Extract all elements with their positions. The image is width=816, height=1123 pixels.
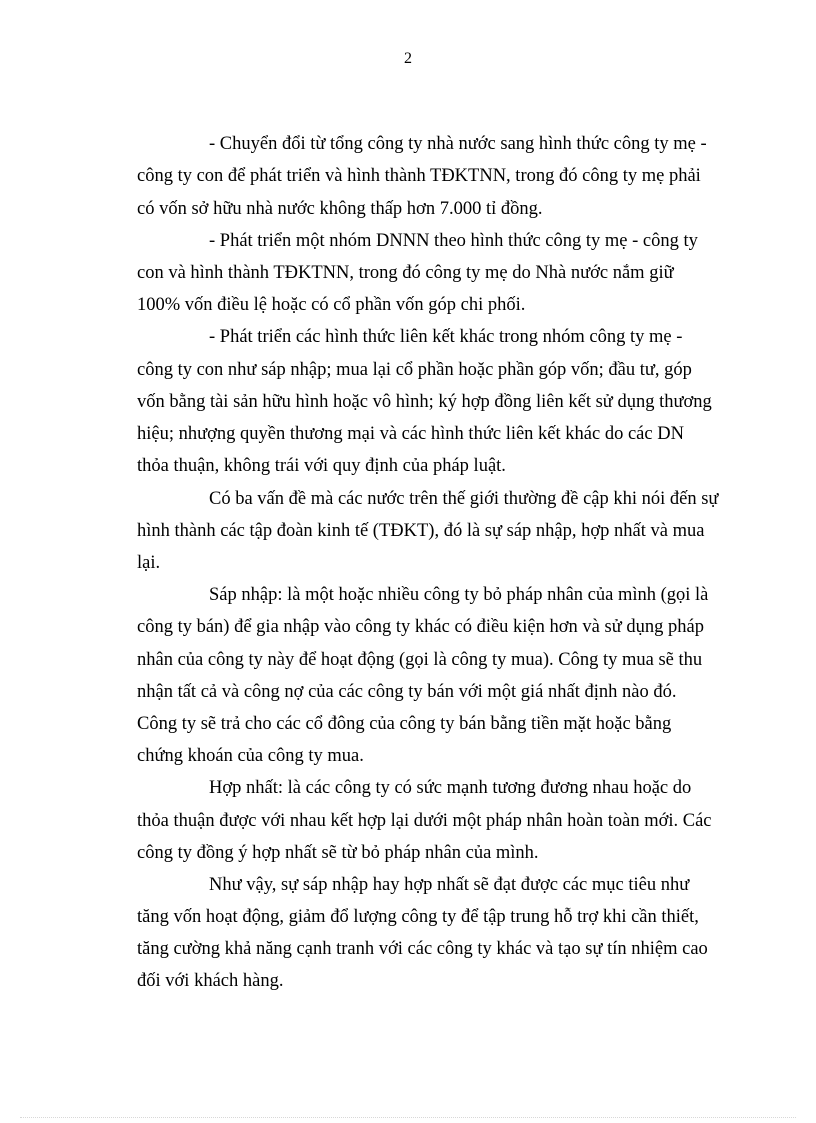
text-line: đối với khách hàng.	[137, 971, 284, 991]
text-line: tăng cường khả năng cạnh tranh với các công ty khác và tạo sự tín nhiệm cao	[137, 939, 708, 959]
text-line: - Phát triển một nhóm DNNN theo hình thức công ty mẹ - công ty	[209, 231, 698, 251]
text-line: công ty đồng ý hợp nhất sẽ từ bỏ pháp nhân của mình.	[137, 843, 539, 863]
text-line: Sáp nhập: là một hoặc nhiều công ty bỏ pháp nhân của mình (gọi là	[209, 585, 709, 605]
text-line: nhân của công ty này để hoạt động (gọi là công ty mua). Công ty mua sẽ thu	[137, 650, 703, 670]
text-line: Công ty sẽ trả cho các cổ đông của công ty bán bằng tiền mặt hoặc bằng	[137, 714, 672, 734]
text-line: chứng khoán của công ty mua.	[137, 746, 364, 766]
text-line: Có ba vấn đề mà các nước trên thế giới thường đề cập khi nói đến sự	[209, 489, 719, 509]
text-line: Hợp nhất: là các công ty có sức mạnh tương đương nhau hoặc do	[209, 778, 692, 798]
text-line: vốn bằng tài sản hữu hình hoặc vô hình; ký hợp đồng liên kết sử dụng thương	[137, 392, 712, 412]
text-line: - Chuyển đổi từ tổng công ty nhà nước sang hình thức công ty mẹ -	[209, 134, 707, 154]
page-number: 2	[404, 50, 412, 67]
text-line: có vốn sở hữu nhà nước không thấp hơn 7.000 tỉ đồng.	[137, 199, 543, 219]
page-bottom-rule	[20, 1117, 796, 1118]
text-line: 100% vốn điều lệ hoặc có cổ phần vốn góp chi phối.	[137, 295, 526, 315]
text-line: hình thành các tập đoàn kinh tế (TĐKT), đó là sự sáp nhập, hợp nhất và mua	[137, 521, 705, 541]
text-line: công ty con như sáp nhập; mua lại cổ phần hoặc phần góp vốn; đầu tư, góp	[137, 360, 692, 380]
text-line: công ty bán) để gia nhập vào công ty khác có điều kiện hơn và sử dụng pháp	[137, 617, 704, 637]
text-line: con và hình thành TĐKTNN, trong đó công ty mẹ do Nhà nước nắm giữ	[137, 263, 674, 283]
text-line: nhận tất cả và công nợ của các công ty bán với một giá nhất định nào đó.	[137, 682, 677, 702]
text-line: lại.	[137, 553, 161, 573]
text-line: công ty con để phát triển và hình thành TĐKTNN, trong đó công ty mẹ phải	[137, 166, 701, 186]
text-line: thỏa thuận, không trái với quy định của pháp luật.	[137, 456, 506, 476]
text-line: thỏa thuận được với nhau kết hợp lại dưới một pháp nhân hoàn toàn mới. Các	[137, 811, 712, 831]
text-line: hiệu; nhượng quyền thương mại và các hình thức liên kết khác do các DN	[137, 424, 684, 444]
text-line: - Phát triển các hình thức liên kết khác trong nhóm công ty mẹ -	[209, 327, 683, 347]
text-line: Như vậy, sự sáp nhập hay hợp nhất sẽ đạt được các mục tiêu như	[209, 875, 690, 895]
text-line: tăng vốn hoạt động, giảm đổ lượng công ty để tập trung hỗ trợ khi cần thiết,	[137, 907, 699, 927]
